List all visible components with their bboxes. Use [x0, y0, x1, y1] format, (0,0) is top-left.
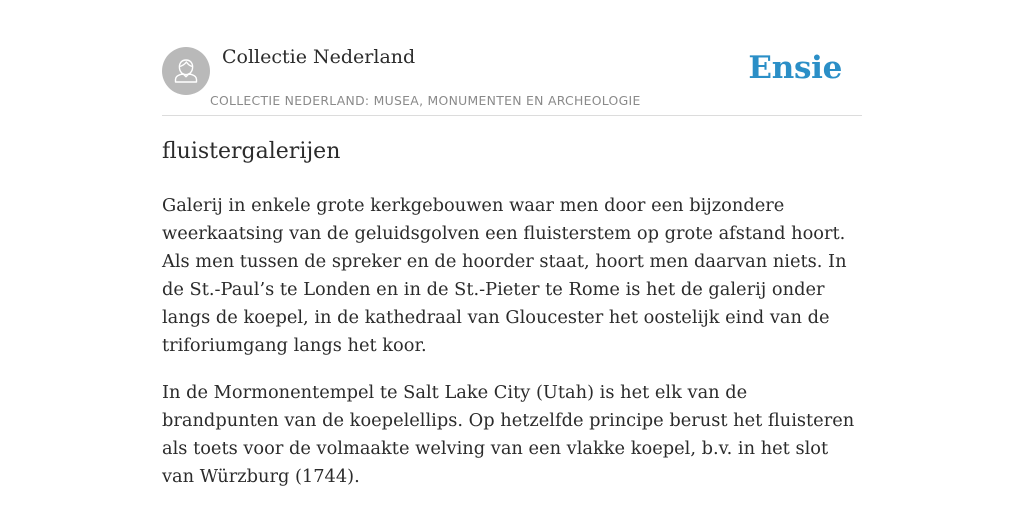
avatar[interactable] — [162, 47, 210, 95]
user-icon — [162, 47, 210, 95]
entry-title: fluistergalerijen — [162, 139, 341, 164]
body-paragraph: In de Mormonentempel te Salt Lake City (Utah) is het elk van de brandpunten van de koepelellips. Op hetzelfde principe berust het fluisteren als toets voor de volmaakte welving van een vlakke koepel, b.v. in het slot van Würzburg (1744). — [162, 382, 855, 487]
brand-logo[interactable]: Ensie — [748, 50, 842, 86]
body-paragraph: Galerij in enkele grote kerkgebouwen waar men door een bijzondere weerkaatsing van de geluidsgolven een fluisterstem op grote afstand hoort. Als men tussen de spreker en de hoorder staat, hoort men daarvan niets. In de St.-Paul’s te Londen en in de St.-Pieter te Rome is het de galerij onder langs de koepel, in de kathedraal van Gloucester het oostelijk eind van de triforiumgang langs het koor. — [162, 195, 847, 356]
entry-header — [162, 44, 862, 116]
entry-body — [162, 192, 862, 510]
author-name[interactable]: Collectie Nederland — [222, 46, 416, 68]
source-label[interactable]: COLLECTIE NEDERLAND: MUSEA, MONUMENTEN EN ARCHEOLOGIE — [210, 93, 641, 108]
